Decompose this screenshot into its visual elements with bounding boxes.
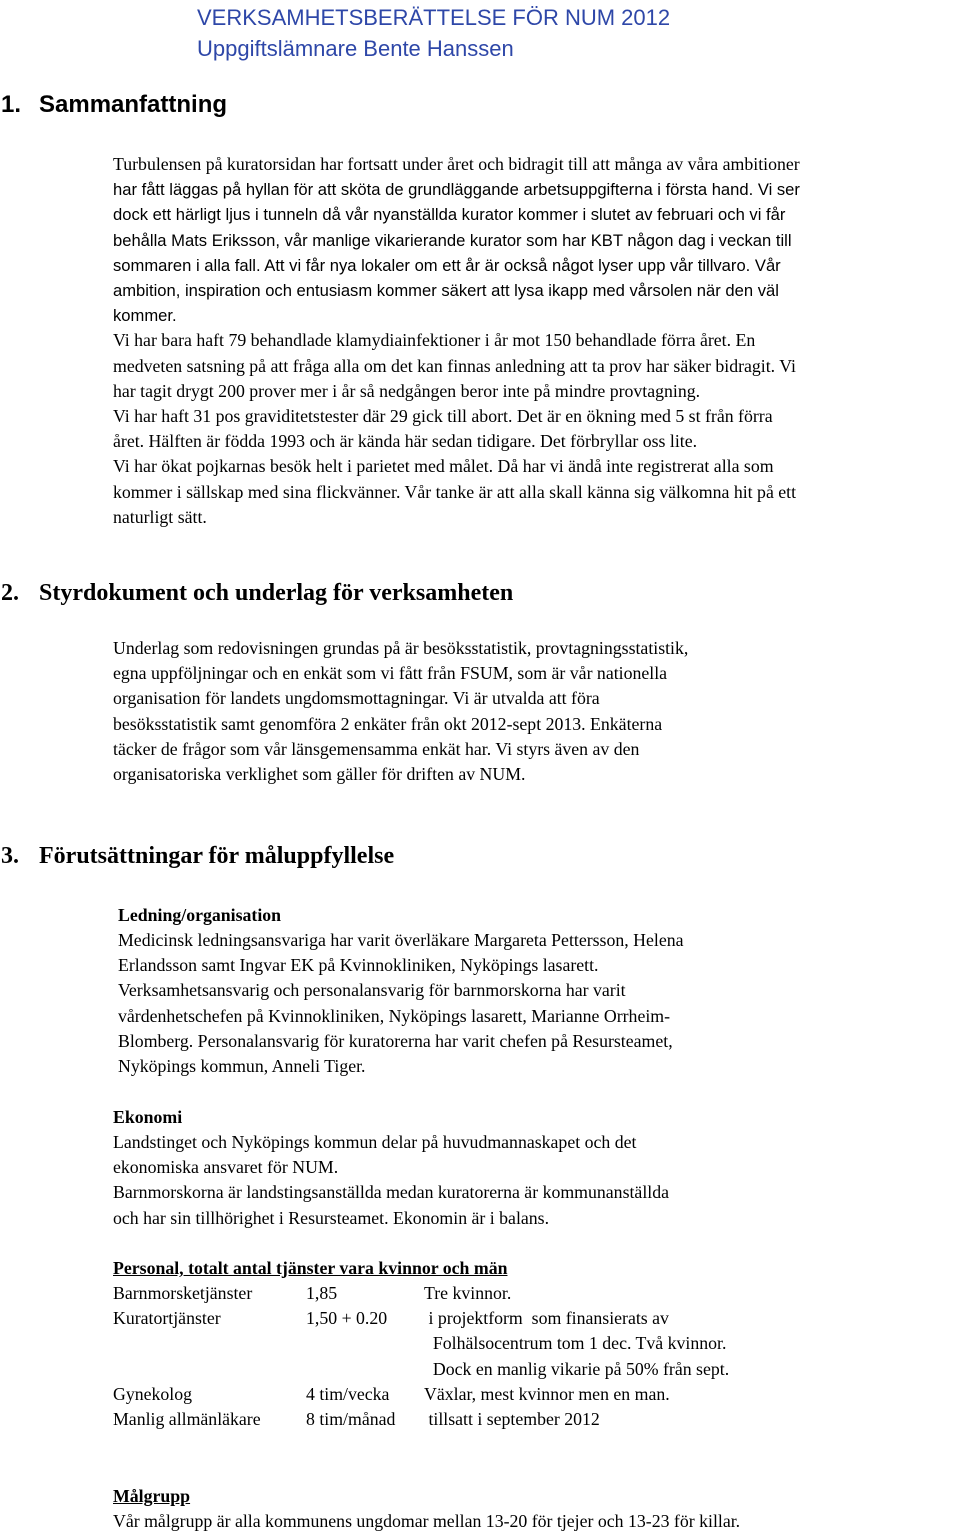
personal-block (113, 1256, 824, 1432)
table-row (113, 1357, 824, 1382)
paragraph-line: Turbulensen på kuratorsidan har fortsatt under året och bidragit till att många av våra ambitioner (113, 154, 800, 174)
paragraph-line: egna uppföljningar och en enkät som vi fått från FSUM, som är vår nationella (113, 663, 668, 684)
staff-role-cell (113, 1331, 306, 1356)
ekonomi-block (113, 1105, 669, 1231)
section-2-number: 2. (1, 580, 19, 606)
paragraph-line: ambition, inspiration och entusiasm kommer säkert att lysa ikapp med vårsolen när den väl (113, 281, 779, 301)
staff-note-cell: i projektform som finansierats av (424, 1308, 669, 1329)
ledning-body (118, 928, 684, 1079)
paragraph-line: organisation för landets ungdomsmottagningar. Vi är utvalda att föra (113, 688, 600, 709)
paragraph-line: har tagit drygt 200 prover mer i år så nedgången beror inte på mindre provtagning. (113, 380, 701, 401)
malgrupp-heading: Målgrupp (113, 1486, 191, 1506)
table-row (113, 1382, 824, 1407)
paragraph-line: behålla Mats Eriksson, vår manlige vikarierande kurator som har KBT någon dag i veckan till (113, 230, 792, 250)
paragraph-line: och har sin tillhörighet i Resursteamet. Ekonomin är i balans. (113, 1207, 550, 1228)
paragraph-line: organisatoriska verklighet som gäller för driften av NUM. (113, 764, 526, 785)
paragraph-line: sommaren i alla fall. Att vi får nya lokaler om ett år är också något lyser upp vår tillvaro. Vår (113, 255, 781, 275)
paragraph-line: naturligt sätt. (113, 506, 207, 527)
ledning-heading: Ledning/organisation (118, 905, 282, 925)
paragraph-line: Landstinget och Nyköpings kommun delar på huvudmannaskapet och det (113, 1132, 637, 1152)
paragraph-line: Erlandsson samt Ingvar EK på Kvinnokliniken, Nyköpings lasarett. (118, 955, 599, 976)
section-2-body (113, 636, 688, 787)
malgrupp-block (113, 1484, 740, 1534)
section-1-title: Sammanfattning (39, 91, 228, 118)
table-row (113, 1306, 824, 1331)
ekonomi-body (113, 1130, 669, 1231)
paragraph-line: dock ett härligt ljus i tunneln då vår nyanställda kurator kommer i slutet av februari och vi får (113, 205, 786, 225)
table-row (113, 1331, 824, 1356)
ledning-block (118, 903, 684, 1079)
staff-note-cell: Folhälsocentrum tom 1 dec. Två kvinnor. (424, 1333, 727, 1354)
paragraph-line: vårdenhetschefen på Kvinnokliniken, Nyköpings lasarett, Marianne Orrheim- (118, 1005, 671, 1026)
paragraph-line: medveten satsning på att fråga alla om det kan finnas anledning att ta prov har säker bidragit. Vi (113, 355, 796, 376)
table-row (113, 1281, 824, 1306)
paragraph-line: året. Hälften är födda 1993 och är kända här sedan tidigare. Det förbryllar oss lite. (113, 431, 698, 452)
malgrupp-body (113, 1509, 740, 1534)
section-3-number: 3. (1, 843, 19, 869)
paragraph-line: täcker de frågor som vår länsgemensamma enkät har. Vi styrs även av den (113, 738, 640, 759)
staff-note-cell: Växlar, mest kvinnor men en man. (424, 1383, 670, 1404)
paragraph-line: Vi har bara haft 79 behandlade klamydiainfektioner i år mot 150 behandlade förra året. En (113, 330, 756, 351)
paragraph-line: kommer i sällskap med sina flickvänner. Vår tanke är att alla skall känna sig välkomna hit på ett (113, 481, 797, 502)
paragraph-line: Vi har ökat pojkarnas besök helt i parietet med målet. Då har vi ändå inte registrerat alla som (113, 456, 774, 477)
staff-role-cell: Manlig allmänläkare (113, 1409, 261, 1430)
paragraph-line: besöksstatistik samt genomföra 2 enkäter från okt 2012-sept 2013. Enkäterna (113, 713, 663, 734)
staff-role-cell (113, 1357, 306, 1382)
section-1-number: 1. (1, 91, 22, 118)
staff-amount-cell: 1,85 (306, 1283, 338, 1303)
staff-role-cell: Kuratortjänster (113, 1308, 221, 1329)
staff-amount-cell: 1,50 + 0.20 (306, 1308, 388, 1329)
section-1-body (113, 152, 800, 530)
paragraph-line: Medicinsk ledningsansvariga har varit överläkare Margareta Pettersson, Helena (118, 930, 684, 950)
staff-amount-cell: 4 tim/vecka (306, 1383, 390, 1404)
paragraph-line: ekonomiska ansvaret för NUM. (113, 1157, 339, 1178)
personal-heading: Personal, totalt antal tjänster vara kvinnor och män (113, 1258, 508, 1278)
staff-note-cell: Tre kvinnor. (424, 1283, 512, 1303)
staff-role-cell: Barnmorsketjänster (113, 1283, 253, 1303)
staff-amount-cell (306, 1357, 424, 1382)
section-1-heading (1, 91, 227, 119)
paragraph-line: Blomberg. Personalansvarig för kuratorerna har varit chefen på Resursteamet, (118, 1030, 673, 1051)
table-row (113, 1407, 824, 1432)
paragraph-line: kommer. (113, 306, 177, 326)
document-header (197, 2, 670, 64)
staff-note-cell: Dock en manlig vikarie på 50% från sept. (424, 1358, 730, 1379)
paragraph-line: har fått läggas på hyllan för att sköta de grundläggande arbetsuppgifterna i första hand. Vi ser (113, 180, 800, 200)
paragraph-line: Nyköpings kommun, Anneli Tiger. (118, 1056, 366, 1077)
staff-note-cell: tillsatt i september 2012 (424, 1409, 600, 1430)
section-2-title: Styrdokument och underlag för verksamheten (39, 580, 514, 606)
staff-amount-cell: 8 tim/månad (306, 1409, 396, 1430)
staff-amount-cell (306, 1331, 424, 1356)
document-subtitle: Uppgiftslämnare Bente Hanssen (197, 36, 514, 61)
paragraph-line: Barnmorskorna är landstingsanställda medan kuratorerna är kommunanställda (113, 1182, 669, 1203)
staff-role-cell: Gynekolog (113, 1383, 193, 1404)
paragraph-line: Verksamhetsansvarig och personalansvarig för barnmorskorna har varit (118, 980, 626, 1001)
staff-table (113, 1281, 824, 1432)
section-2-heading (1, 580, 513, 607)
ekonomi-heading: Ekonomi (113, 1107, 183, 1127)
section-3-title: Förutsättningar för måluppfyllelse (39, 843, 395, 869)
paragraph-line: Vår målgrupp är alla kommunens ungdomar mellan 13-20 för tjejer och 13-23 för killar. (113, 1511, 741, 1531)
document-title: VERKSAMHETSBERÄTTELSE FÖR NUM 2012 (197, 5, 671, 30)
paragraph-line: Vi har haft 31 pos graviditetstester där 29 gick till abort. Det är en ökning med 5 st från förra (113, 406, 773, 427)
section-3-heading (1, 843, 394, 870)
paragraph-line: Underlag som redovisningen grundas på är besöksstatistik, provtagningsstatistik, (113, 638, 689, 658)
